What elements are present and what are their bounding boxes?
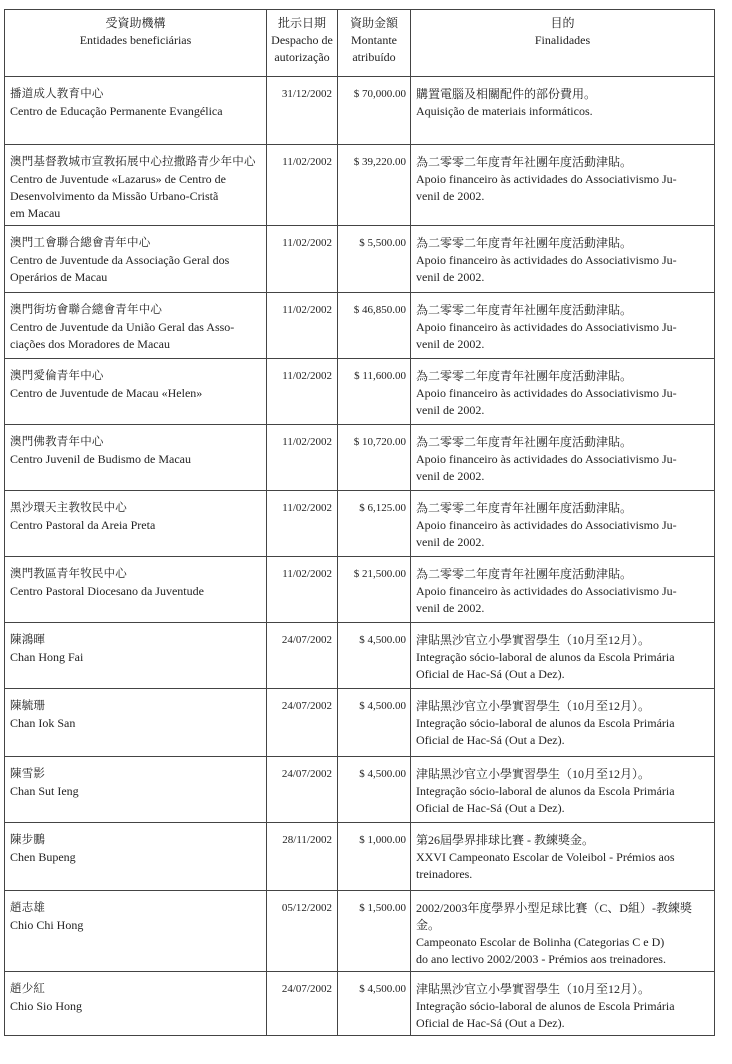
purpose-line: 為二零零二年度青年社團年度活動津貼。	[416, 369, 633, 383]
entity-name-cn: 澳門愛倫青年中心	[10, 370, 104, 382]
purpose-cell	[411, 293, 715, 359]
purpose-line: Apoio financeiro às actividades do Associativismo Ju-	[416, 518, 677, 532]
purpose-line: 為二零零二年度青年社團年度活動津貼。	[416, 236, 633, 250]
purpose-line: treinadores.	[416, 867, 473, 881]
purpose-line: Apoio financeiro às actividades do Associativismo Ju-	[416, 452, 677, 466]
entity-name-pt: Centro de Juventude da União Geral das Asso-	[10, 320, 235, 334]
date-cell: 11/02/2002	[267, 425, 338, 491]
header-purpose	[411, 10, 715, 77]
table-row	[5, 491, 715, 557]
entity-cell	[5, 425, 267, 491]
entity-name-cn: 澳門教區青年牧民中心	[10, 568, 127, 580]
table-row	[5, 757, 715, 823]
entity-name-cn: 陳鴻暉	[10, 634, 46, 646]
purpose-cell	[411, 823, 715, 891]
amount-cell: $ 46,850.00	[338, 293, 411, 359]
purpose-line: 為二零零二年度青年社團年度活動津貼。	[416, 567, 633, 581]
table-body	[5, 77, 715, 1036]
table-header-row	[5, 10, 715, 77]
table-row	[5, 77, 715, 145]
purpose-line: Apoio financeiro às actividades do Associativismo Ju-	[416, 172, 677, 186]
entity-name-pt: Desenvolvimento da Missão Urbano-Cristã	[10, 189, 219, 203]
purpose-line: 購置電腦及相關配件的部份費用。	[416, 87, 597, 101]
entity-cell	[5, 972, 267, 1036]
amount-cell: $ 10,720.00	[338, 425, 411, 491]
date-cell: 24/07/2002	[267, 972, 338, 1036]
entity-name-cn: 趙少紅	[10, 983, 46, 995]
entity-name-cn: 陳毓珊	[10, 700, 46, 712]
entity-cell	[5, 689, 267, 757]
entity-name-cn: 澳門街坊會聯合總會青年中心	[10, 304, 163, 316]
purpose-line: 津貼黑沙官立小學實習學生（10月至12月）。	[416, 699, 651, 713]
amount-cell: $ 11,600.00	[338, 359, 411, 425]
entity-name-cn: 澳門基督教城市宣教拓展中心拉撒路青少年中心	[10, 156, 256, 168]
header-date-pt1: Despacho de	[271, 33, 333, 47]
subsidy-table	[4, 9, 715, 1036]
entity-cell	[5, 491, 267, 557]
entity-name-cn: 陳雪影	[10, 768, 46, 780]
entity-name-pt: Centro de Juventude «Lazarus» de Centro de	[10, 172, 226, 186]
entity-name-cn: 陳步鵬	[10, 834, 46, 846]
date-cell: 11/02/2002	[267, 226, 338, 293]
entity-name-cn: 播道成人教育中心	[10, 88, 104, 100]
date-cell: 24/07/2002	[267, 689, 338, 757]
purpose-line: 津貼黑沙官立小學實習學生（10月至12月）。	[416, 633, 651, 647]
entity-name-pt: Operários de Macau	[10, 270, 108, 284]
purpose-line: Apoio financeiro às actividades do Associativismo Ju-	[416, 253, 677, 267]
header-date	[267, 10, 338, 77]
amount-cell: $ 6,125.00	[338, 491, 411, 557]
purpose-line: venil de 2002.	[416, 535, 485, 549]
amount-cell: $ 1,500.00	[338, 891, 411, 972]
purpose-line: 津貼黑沙官立小學實習學生（10月至12月）。	[416, 767, 651, 781]
purpose-line: 金。	[416, 918, 441, 932]
date-cell: 11/02/2002	[267, 557, 338, 623]
entity-cell	[5, 293, 267, 359]
entity-name-cn: 澳門工會聯合總會青年中心	[10, 237, 151, 249]
entity-name-pt: Centro de Juventude da Associação Geral dos	[10, 253, 230, 267]
table-row	[5, 226, 715, 293]
date-cell: 11/02/2002	[267, 145, 338, 226]
header-date-pt2: autorização	[274, 50, 330, 64]
amount-cell: $ 4,500.00	[338, 689, 411, 757]
amount-cell: $ 4,500.00	[338, 972, 411, 1036]
date-cell: 05/12/2002	[267, 891, 338, 972]
purpose-cell	[411, 757, 715, 823]
entity-name-pt: ciações dos Moradores de Macau	[10, 337, 170, 351]
header-amount	[338, 10, 411, 77]
amount-cell: $ 39,220.00	[338, 145, 411, 226]
table-row	[5, 623, 715, 689]
purpose-cell	[411, 77, 715, 145]
purpose-line: Campeonato Escolar de Bolinha (Categorias C e D)	[416, 935, 665, 949]
purpose-line: Oficial de Hac-Sá (Out a Dez).	[416, 801, 565, 815]
entity-name-pt: em Macau	[10, 206, 61, 220]
entity-name-pt: Chan Hong Fai	[10, 650, 84, 664]
purpose-line: Oficial de Hac-Sá (Out a Dez).	[416, 1016, 565, 1030]
entity-cell	[5, 623, 267, 689]
entity-cell	[5, 145, 267, 226]
date-cell: 24/07/2002	[267, 757, 338, 823]
purpose-line: venil de 2002.	[416, 403, 485, 417]
purpose-cell	[411, 425, 715, 491]
table-row	[5, 293, 715, 359]
amount-cell: $ 1,000.00	[338, 823, 411, 891]
table-row	[5, 557, 715, 623]
amount-cell: $ 5,500.00	[338, 226, 411, 293]
header-date-cn: 批示日期	[277, 16, 326, 30]
purpose-line: Oficial de Hac-Sá (Out a Dez).	[416, 733, 565, 747]
purpose-line: 為二零零二年度青年社團年度活動津貼。	[416, 501, 633, 515]
purpose-line: 第26屆學界排球比賽 - 教練獎金。	[416, 833, 594, 847]
header-entity	[5, 10, 267, 77]
purpose-cell	[411, 226, 715, 293]
purpose-cell	[411, 623, 715, 689]
purpose-line: 為二零零二年度青年社團年度活動津貼。	[416, 155, 633, 169]
header-purpose-pt: Finalidades	[534, 33, 591, 47]
purpose-line: Apoio financeiro às actividades do Associativismo Ju-	[416, 584, 677, 598]
date-cell: 11/02/2002	[267, 491, 338, 557]
purpose-cell	[411, 491, 715, 557]
purpose-cell	[411, 689, 715, 757]
entity-name-pt: Centro Pastoral Diocesano da Juventude	[10, 584, 204, 598]
table-row	[5, 972, 715, 1036]
table-row	[5, 891, 715, 972]
purpose-line: Integração sócio-laboral de alunos da Escola Primária	[416, 716, 675, 730]
header-entity-pt: Entidades beneficiárias	[79, 33, 192, 47]
entity-name-pt: Chio Sio Hong	[10, 999, 83, 1013]
purpose-line: venil de 2002.	[416, 601, 485, 615]
purpose-cell	[411, 145, 715, 226]
purpose-line: do ano lectivo 2002/2003 - Prémios aos treinadores.	[416, 952, 666, 966]
purpose-line: 為二零零二年度青年社團年度活動津貼。	[416, 303, 633, 317]
purpose-line: 2002/2003年度學界小型足球比賽（C、D組）-教練獎	[416, 901, 693, 915]
amount-cell: $ 70,000.00	[338, 77, 411, 145]
entity-name-cn: 澳門佛教青年中心	[10, 436, 104, 448]
entity-cell	[5, 891, 267, 972]
header-amount-pt2: atribuído	[352, 50, 396, 64]
purpose-line: 津貼黑沙官立小學實習學生（10月至12月）。	[416, 982, 651, 996]
header-amount-cn: 資助金額	[349, 16, 398, 30]
purpose-cell	[411, 359, 715, 425]
date-cell: 11/02/2002	[267, 359, 338, 425]
entity-name-pt: Chan Iok San	[10, 716, 76, 730]
purpose-line: Apoio financeiro às actividades do Associativismo Ju-	[416, 386, 677, 400]
entity-cell	[5, 823, 267, 891]
date-cell: 11/02/2002	[267, 293, 338, 359]
purpose-line: Aquisição de materiais informáticos.	[416, 104, 593, 118]
entity-name-pt: Chan Sut Ieng	[10, 784, 79, 798]
entity-cell	[5, 77, 267, 145]
date-cell: 31/12/2002	[267, 77, 338, 145]
purpose-line: Integração sócio-laboral de alunos da Escola Primária	[416, 650, 675, 664]
table-row	[5, 425, 715, 491]
date-cell: 24/07/2002	[267, 623, 338, 689]
entity-cell	[5, 226, 267, 293]
entity-name-cn: 黑沙環天主教牧民中心	[10, 502, 127, 514]
table-row	[5, 689, 715, 757]
purpose-line: venil de 2002.	[416, 270, 485, 284]
entity-cell	[5, 359, 267, 425]
purpose-line: venil de 2002.	[416, 469, 485, 483]
date-cell: 28/11/2002	[267, 823, 338, 891]
purpose-line: XXVI Campeonato Escolar de Voleibol - Prémios aos	[416, 850, 675, 864]
purpose-line: Oficial de Hac-Sá (Out a Dez).	[416, 667, 565, 681]
entity-cell	[5, 757, 267, 823]
purpose-line: 為二零零二年度青年社團年度活動津貼。	[416, 435, 633, 449]
amount-cell: $ 21,500.00	[338, 557, 411, 623]
entity-name-cn: 趙志雄	[10, 902, 46, 914]
table-row	[5, 145, 715, 226]
entity-name-pt: Centro Pastoral da Areia Preta	[10, 518, 156, 532]
entity-name-pt: Chio Chi Hong	[10, 918, 84, 932]
purpose-line: Integração sócio-laboral de alunos da Escola Primária	[416, 784, 675, 798]
purpose-line: Apoio financeiro às actividades do Associativismo Ju-	[416, 320, 677, 334]
purpose-cell	[411, 972, 715, 1036]
entity-cell	[5, 557, 267, 623]
purpose-cell	[411, 557, 715, 623]
entity-name-pt: Centro Juvenil de Budismo de Macau	[10, 452, 191, 466]
table-row	[5, 823, 715, 891]
entity-name-pt: Chen Bupeng	[10, 850, 76, 864]
entity-name-pt: Centro de Educação Permanente Evangélica	[10, 104, 223, 118]
entity-name-pt: Centro de Juventude de Macau «Helen»	[10, 386, 203, 400]
header-entity-cn: 受資助機構	[105, 16, 166, 30]
header-amount-pt1: Montante	[351, 33, 397, 47]
document-page	[4, 9, 714, 1036]
amount-cell: $ 4,500.00	[338, 623, 411, 689]
header-purpose-cn: 目的	[550, 16, 575, 30]
purpose-line: venil de 2002.	[416, 337, 485, 351]
purpose-cell	[411, 891, 715, 972]
table-row	[5, 359, 715, 425]
purpose-line: venil de 2002.	[416, 189, 485, 203]
amount-cell: $ 4,500.00	[338, 757, 411, 823]
purpose-line: Integração sócio-laboral de alunos de Escola Primária	[416, 999, 675, 1013]
